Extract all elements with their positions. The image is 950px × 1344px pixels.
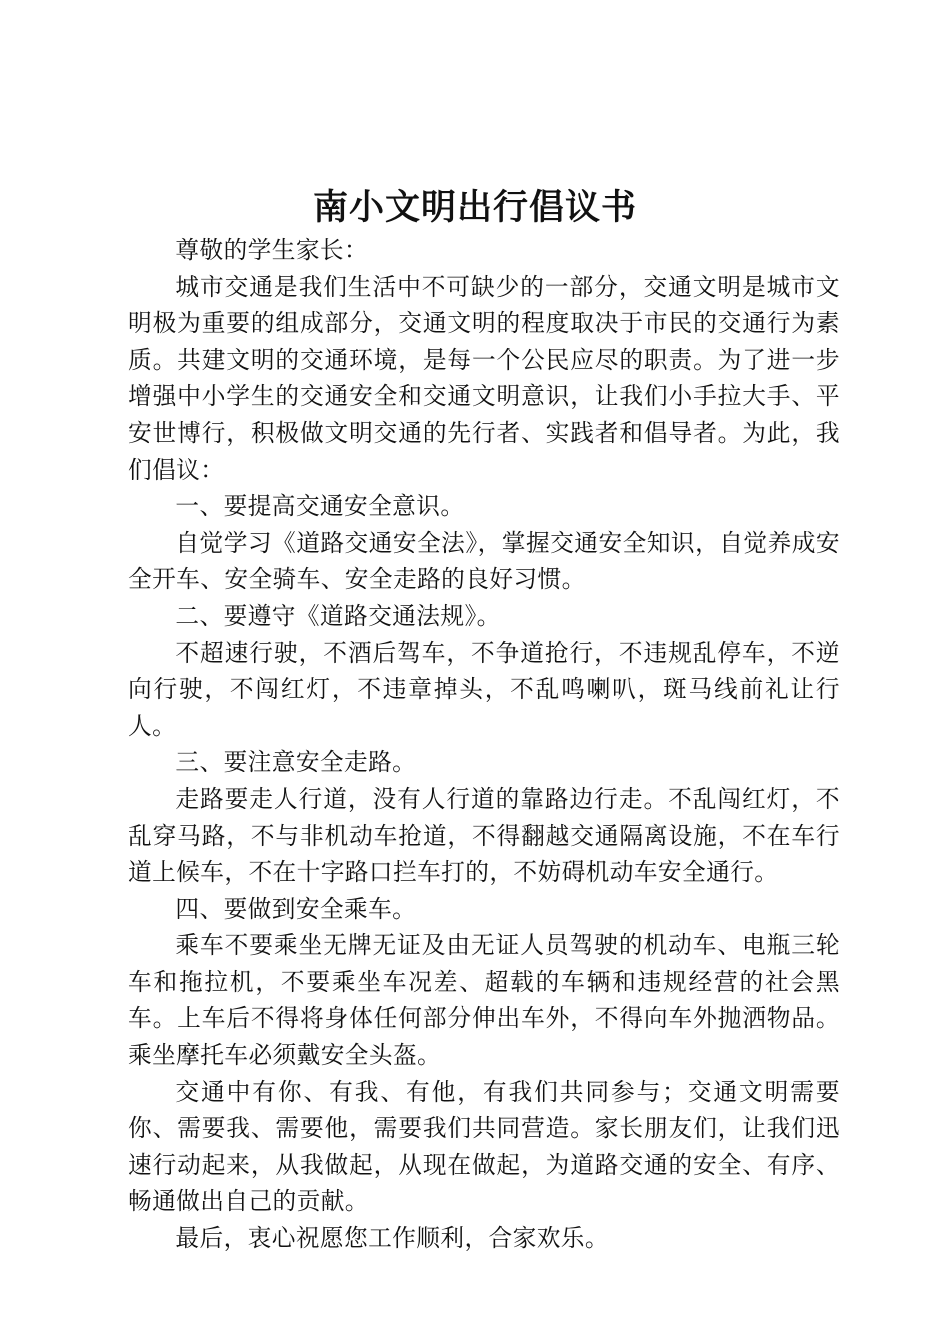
document-title: 南小文明出行倡议书: [312, 187, 637, 228]
closing-wishes: 最后，衷心祝愿您工作顺利，合家欢乐。: [175, 1224, 609, 1253]
section-body-3: 走路要走人行道，没有人行道的靠路边行走。不乱闯红灯，不乱穿马路，不与非机动车抢道，不得翻越交通隔离设施，不在车行道上候车，不在十字路口拦车打的，不妨碍机动车安全通行。: [128, 784, 840, 887]
section-heading-4: 四、要做到安全乘车。: [175, 894, 417, 923]
section-body-1: 自觉学习《道路交通安全法》，掌握交通安全知识，自觉养成安全开车、安全骑车、安全走路的良好习惯。: [128, 528, 840, 594]
section-body-2: 不超速行驶，不酒后驾车，不争道抢行，不违规乱停车，不逆向行驶，不闯红灯，不违章掉头，不乱鸣喇叭，斑马线前礼让行人。: [128, 638, 840, 740]
closing-paragraph: 交通中有你、有我、有他，有我们共同参与；交通文明需要你、需要我、需要他，需要我们共同营造。家长朋友们，让我们迅速行动起来，从我做起，从现在做起，为道路交通的安全、有序、畅通做出自己的贡献。: [128, 1077, 840, 1216]
document-body: [128, 232, 840, 1257]
salutation: 尊敬的学生家长：: [175, 236, 369, 264]
section-heading-1: 一、要提高交通安全意识。: [175, 492, 465, 521]
section-heading-2: 二、要遵守《道路交通法规》。: [175, 601, 501, 630]
intro-paragraph: 城市交通是我们生活中不可缺少的一部分，交通文明是城市文明极为重要的组成部分，交通文明的程度取决于市民的交通行为素质。共建文明的交通环境，是每一个公民应尽的职责。为了进一步增强中小学生的交通安全和交通文明意识，让我们小手拉大手、平安世博行，积极做文明交通的先行者、实践者和倡导者。为此，我们倡议：: [128, 272, 840, 484]
section-heading-3: 三、要注意安全走路。: [175, 748, 417, 777]
section-body-4: 乘车不要乘坐无牌无证及由无证人员驾驶的机动车、电瓶三轮车和拖拉机，不要乘坐车况差、超载的车辆和违规经营的社会黑车。上车后不得将身体任何部分伸出车外，不得向车外抛洒物品。乘坐摩托车必须戴安全头盔。: [128, 931, 840, 1070]
